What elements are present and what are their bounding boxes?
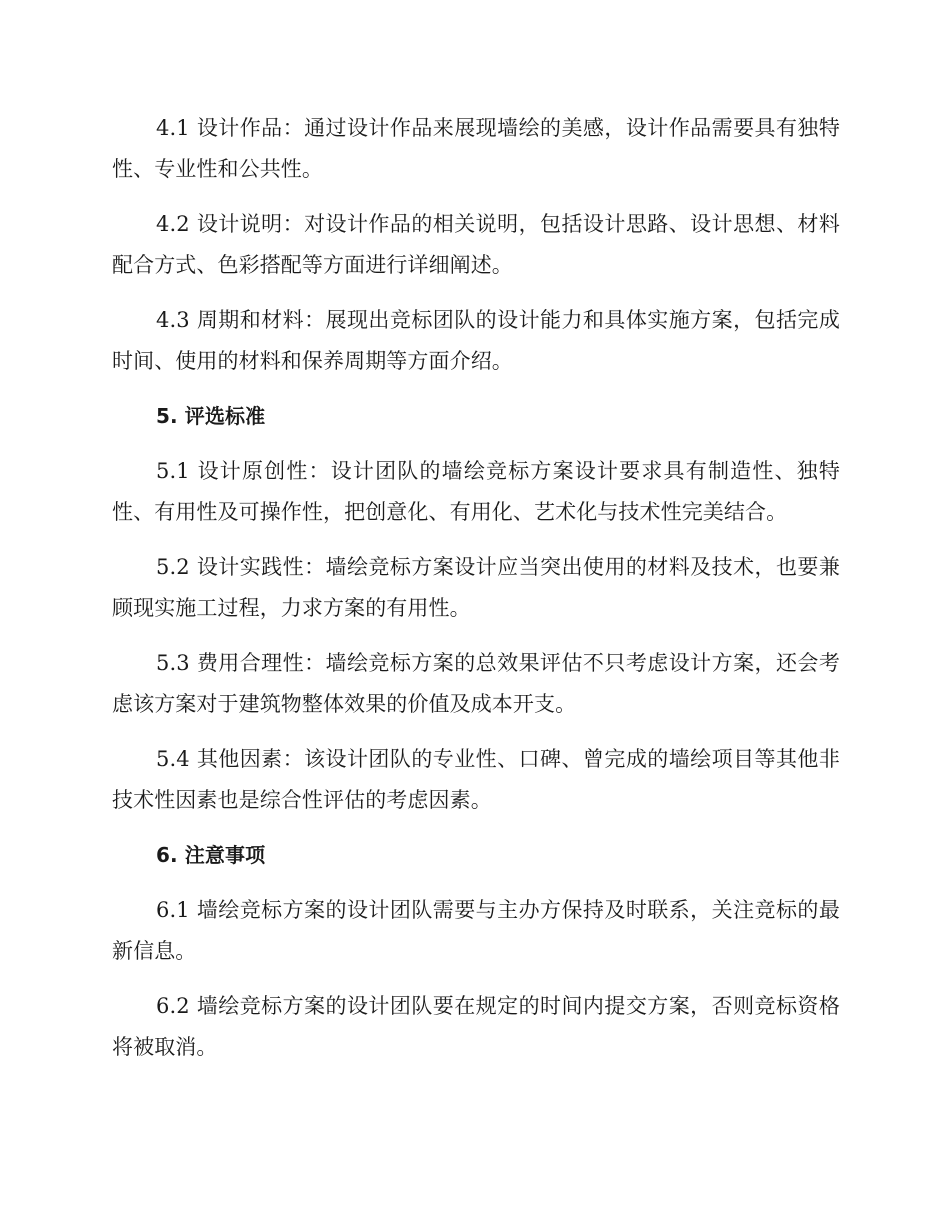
paragraph-4-1: 4.1 设计作品：通过设计作品来展现墙绘的美感，设计作品需要具有独特性、专业性和公共性。	[112, 116, 840, 181]
paragraph-5-2: 5.2 设计实践性：墙绘竞标方案设计应当突出使用的材料及技术，也要兼顾现实施工过程，力求方案的有用性。	[112, 555, 840, 620]
paragraph-5-4: 5.4 其他因素：该设计团队的专业性、口碑、曾完成的墙绘项目等其他非技术性因素也是综合性评估的考虑因素。	[112, 747, 840, 812]
paragraph-5-1: 5.1 设计原创性：设计团队的墙绘竞标方案设计要求具有制造性、独特性、有用性及可操作性，把创意化、有用化、艺术化与技术性完美结合。	[112, 459, 840, 524]
paragraph-4-3: 4.3 周期和材料：展现出竞标团队的设计能力和具体实施方案，包括完成时间、使用的材料和保养周期等方面介绍。	[112, 308, 840, 373]
paragraph-5-3: 5.3 费用合理性：墙绘竞标方案的总效果评估不只考虑设计方案，还会考虑该方案对于建筑物整体效果的价值及成本开支。	[112, 651, 840, 716]
document-body	[112, 108, 840, 1082]
section-heading-6: 6. 注意事项	[156, 843, 266, 867]
section-heading-5: 5. 评选标准	[156, 404, 266, 428]
paragraph-4-2: 4.2 设计说明：对设计作品的相关说明，包括设计思路、设计思想、材料配合方式、色彩搭配等方面进行详细阐述。	[112, 212, 840, 277]
paragraph-6-2: 6.2 墙绘竞标方案的设计团队要在规定的时间内提交方案，否则竞标资格将被取消。	[112, 994, 840, 1059]
paragraph-6-1: 6.1 墙绘竞标方案的设计团队需要与主办方保持及时联系，关注竞标的最新信息。	[112, 898, 840, 963]
